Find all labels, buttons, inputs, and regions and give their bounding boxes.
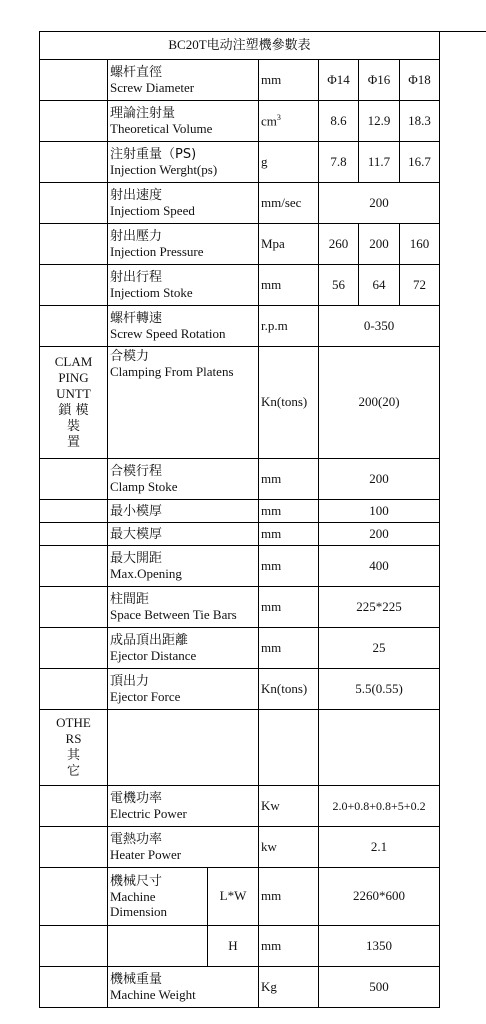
unit-cell: mm [259, 60, 319, 101]
group-cell-others [40, 710, 108, 786]
value-cell: 500 [319, 967, 440, 1008]
unit-cell: Kg [259, 967, 319, 1008]
param-label: 機械尺寸 Machine Dimension [108, 868, 208, 926]
group-cell [40, 587, 108, 628]
table-row [40, 926, 440, 967]
table-row [40, 628, 440, 669]
value-cell: 11.7 [359, 142, 400, 183]
value-cell: 400 [319, 546, 440, 587]
param-label: 合模行程 Clamp Stoke [108, 459, 259, 500]
group-label-en: CLAM PING UNTT [54, 353, 93, 402]
group-cell [40, 142, 108, 183]
unit-cell: mm [259, 500, 319, 523]
unit-cell: kw [259, 827, 319, 868]
unit-cell: mm [259, 459, 319, 500]
empty-cell [108, 926, 208, 967]
table-row [40, 827, 440, 868]
table-row [40, 500, 440, 523]
value-cell: 200 [319, 183, 440, 224]
value-cell: 2260*600 [319, 868, 440, 926]
group-cell [40, 500, 108, 523]
value-cell: 16.7 [400, 142, 440, 183]
group-cell [40, 183, 108, 224]
unit-cell: Mpa [259, 224, 319, 265]
group-cell [40, 306, 108, 347]
spec-table [39, 31, 440, 1008]
value-cell: 25 [319, 628, 440, 669]
value-cell: 64 [359, 265, 400, 306]
unit-cell: mm [259, 587, 319, 628]
group-cell [40, 523, 108, 546]
table-row [40, 224, 440, 265]
value-cell: 200(20) [319, 347, 440, 459]
table-row [40, 142, 440, 183]
value-cell: 18.3 [400, 101, 440, 142]
value-cell: 2.1 [319, 827, 440, 868]
unit-cell: mm [259, 265, 319, 306]
unit-cell: g [259, 142, 319, 183]
value-cell: 200 [319, 459, 440, 500]
param-label: 成品頂出距離 Ejector Distance [108, 628, 259, 669]
group-cell [40, 967, 108, 1008]
value-cell: 260 [319, 224, 359, 265]
group-cell [40, 459, 108, 500]
group-cell [40, 60, 108, 101]
unit-cell: mm [259, 926, 319, 967]
unit-cell: mm [259, 546, 319, 587]
table-row [40, 347, 440, 459]
top-rule [436, 31, 486, 32]
table-row [40, 101, 440, 142]
table-row [40, 60, 440, 101]
param-label: 射出壓力 Injection Pressure [108, 224, 259, 265]
group-label-en: OTHE RS [56, 715, 91, 747]
value-cell: 56 [319, 265, 359, 306]
unit-cell: $cm^3$ [259, 101, 319, 142]
unit-cell: mm [259, 628, 319, 669]
value-cell: 200 [359, 224, 400, 265]
param-label: 頂出力 Ejector Force [108, 669, 259, 710]
table-row [40, 786, 440, 827]
table-row [40, 967, 440, 1008]
group-cell [40, 926, 108, 967]
unit-cell: mm [259, 523, 319, 546]
param-label: 最大模厚 [108, 523, 259, 546]
group-cell [40, 786, 108, 827]
param-label: 螺杆轉速 Screw Speed Rotation [108, 306, 259, 347]
group-cell [40, 669, 108, 710]
param-label: 機械重量 Machine Weight [108, 967, 259, 1008]
table-row [40, 669, 440, 710]
value-cell: 225*225 [319, 587, 440, 628]
table-title: BC20T电动注塑機參數表 [40, 32, 440, 60]
value-cell: 8.6 [319, 101, 359, 142]
param-label: 電機功率 Electric Power [108, 786, 259, 827]
value-cell: 100 [319, 500, 440, 523]
value-cell: 5.5(0.55) [319, 669, 440, 710]
param-label: 理論注射量 Theoretical Volume [108, 101, 259, 142]
param-label: 射出行程 Injectiom Stoke [108, 265, 259, 306]
empty-cell [108, 710, 259, 786]
group-cell [40, 101, 108, 142]
group-cell [40, 546, 108, 587]
value-cell: 0-350 [319, 306, 440, 347]
table-row [40, 183, 440, 224]
value-cell: 1350 [319, 926, 440, 967]
value-cell: Φ16 [359, 60, 400, 101]
table-row [40, 306, 440, 347]
param-label: 螺杆直徑 Screw Diameter [108, 60, 259, 101]
param-label: 電熱功率 Heater Power [108, 827, 259, 868]
param-label: 柱間距 Space Between Tie Bars [108, 587, 259, 628]
value-cell: 160 [400, 224, 440, 265]
group-label-zh: 其 它 [66, 747, 80, 779]
value-cell: Φ14 [319, 60, 359, 101]
param-label: 射出速度 Injectiom Speed [108, 183, 259, 224]
value-cell: 2.0+0.8+0.8+5+0.2 [319, 786, 440, 827]
group-cell-clamping [40, 347, 108, 459]
group-cell [40, 868, 108, 926]
empty-cell [319, 710, 440, 786]
table-row [40, 710, 440, 786]
unit-cell: Kw [259, 786, 319, 827]
group-cell [40, 628, 108, 669]
table-row [40, 546, 440, 587]
table-row [40, 868, 440, 926]
group-cell [40, 827, 108, 868]
param-label: 注射重量（PS) Injection Werght(ps) [108, 142, 259, 183]
param-label: 合模力 Clamping From Platens [108, 347, 259, 459]
table-title-row [40, 32, 440, 60]
sub-label: H [208, 926, 259, 967]
unit-cell: Kn(tons) [259, 347, 319, 459]
table-row [40, 459, 440, 500]
value-cell: Φ18 [400, 60, 440, 101]
table-row [40, 265, 440, 306]
unit-cell: mm/sec [259, 183, 319, 224]
param-label: 最小模厚 [108, 500, 259, 523]
group-label-zh: 鎖 模 裝 置 [58, 402, 89, 450]
value-cell: 7.8 [319, 142, 359, 183]
empty-cell [259, 710, 319, 786]
table-row [40, 587, 440, 628]
group-cell [40, 224, 108, 265]
value-cell: 12.9 [359, 101, 400, 142]
group-cell [40, 265, 108, 306]
unit-cell: mm [259, 868, 319, 926]
unit-cell: Kn(tons) [259, 669, 319, 710]
value-cell: 200 [319, 523, 440, 546]
param-label: 最大開距 Max.Opening [108, 546, 259, 587]
table-row [40, 523, 440, 546]
value-cell: 72 [400, 265, 440, 306]
unit-cell: r.p.m [259, 306, 319, 347]
sub-label: L*W [208, 868, 259, 926]
